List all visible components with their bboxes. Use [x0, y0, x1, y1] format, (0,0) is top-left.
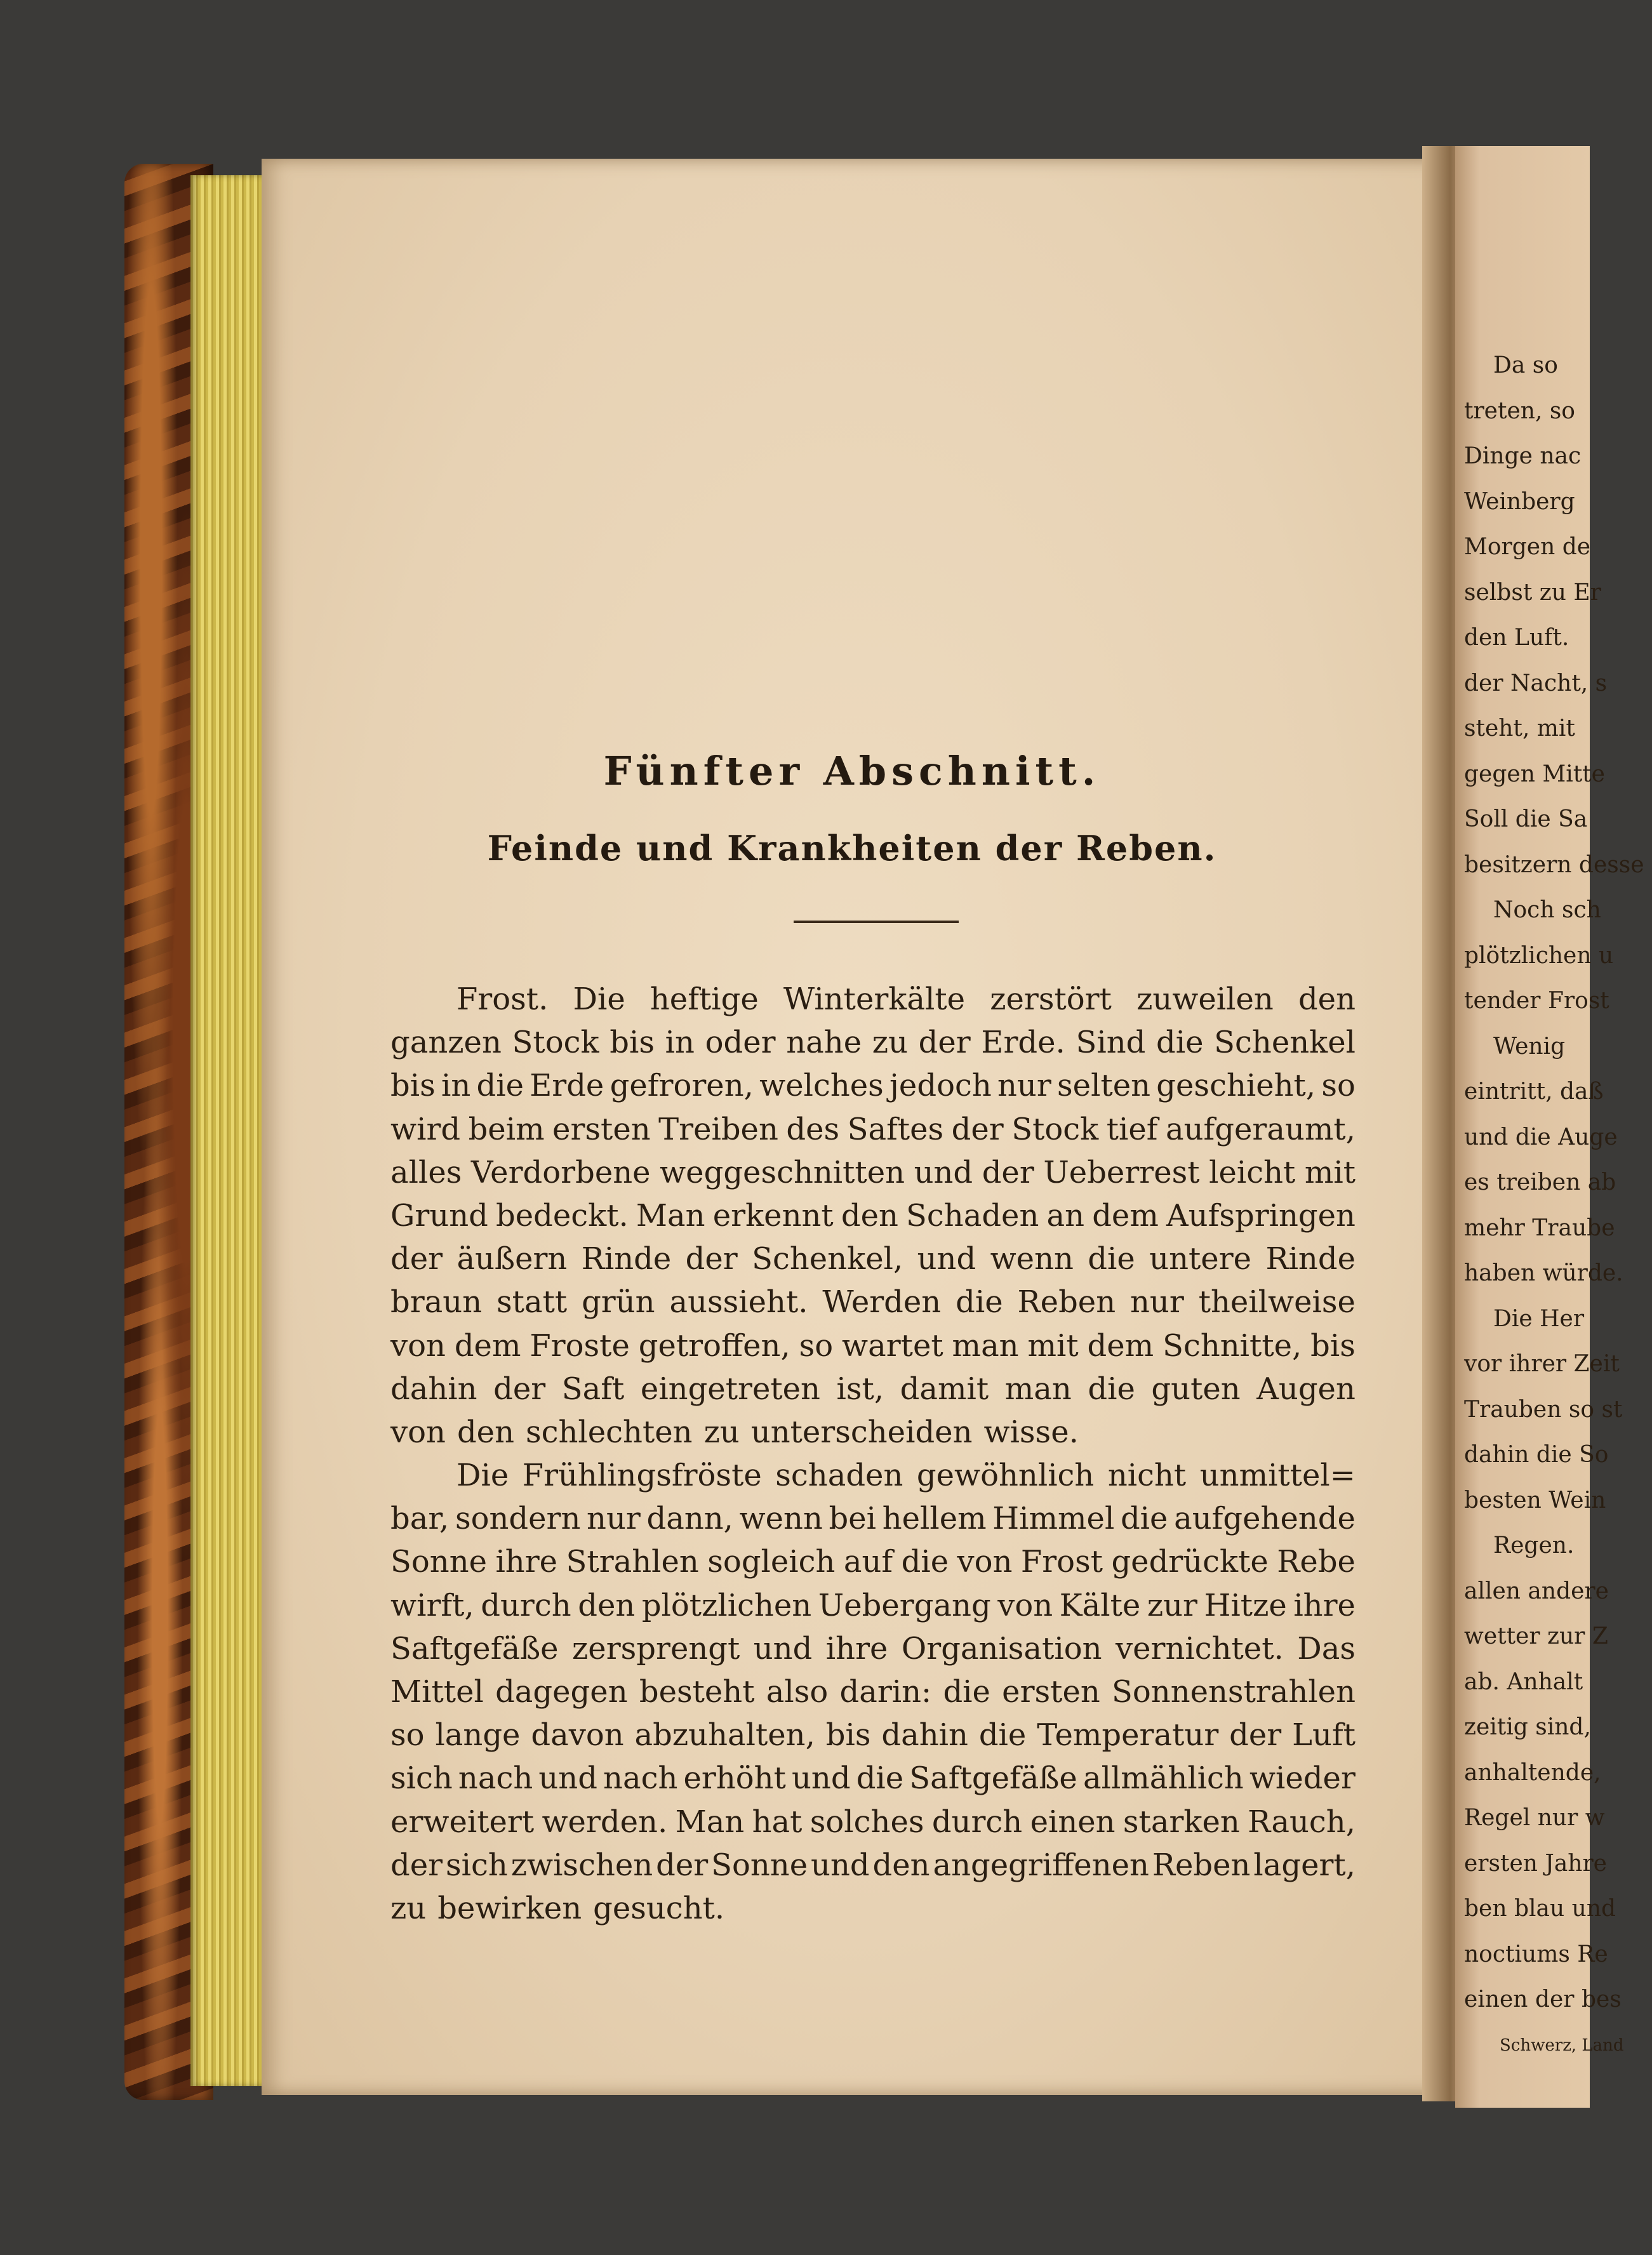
- facing-page-line: mehr Traube: [1464, 1214, 1615, 1241]
- facing-page-line: einen der bes: [1464, 1986, 1622, 2012]
- title-rule: [794, 921, 959, 923]
- facing-page-line: treten, so: [1464, 397, 1575, 424]
- facing-page-line: Morgen de: [1464, 534, 1591, 560]
- facing-page-line: steht, mit: [1464, 715, 1575, 742]
- text-line: Grund bedeckt. Man erkennt den Schaden an dem Aufspringen: [390, 1197, 1356, 1234]
- facing-page-line: Die Her: [1493, 1305, 1585, 1332]
- text-line: bis in die Erde gefroren, welches jedoch nur selten geschieht, so: [390, 1068, 1356, 1104]
- facing-page-line: zeitig sind,: [1464, 1714, 1591, 1740]
- facing-page-line: der Nacht, s: [1464, 670, 1608, 696]
- text-line: von den schlechten zu unterscheiden wisse.: [390, 1414, 1079, 1450]
- body-text: [390, 978, 1356, 1930]
- text-line: bar, sondern nur dann, wenn bei hellem Himmel die aufgehende: [390, 1501, 1356, 1537]
- facing-page-line: besitzern desse: [1464, 851, 1644, 878]
- gilt-page-edges: [190, 175, 272, 2086]
- text-line: Mittel dagegen besteht also darin: die ersten Sonnenstrahlen: [390, 1674, 1356, 1710]
- facing-page-line: Trauben so st: [1464, 1396, 1623, 1423]
- text-line: alles Verdorbene weggeschnitten und der Ueberrest leicht mit: [390, 1154, 1356, 1190]
- text-line: wird beim ersten Treiben des Saftes der Stock tief aufgeraumt,: [390, 1111, 1356, 1147]
- facing-page-line: es treiben ab: [1464, 1169, 1616, 1195]
- facing-page-line: ab. Anhalt: [1464, 1668, 1583, 1695]
- text-line: Frost. Die heftige Winterkälte zerstört zuweilen den: [456, 981, 1356, 1017]
- text-line: ganzen Stock bis in oder nahe zu der Erde. Sind die Schenkel: [390, 1025, 1356, 1061]
- facing-page-line: Regen.: [1493, 1533, 1575, 1559]
- text-line: dahin der Saft eingetreten ist, damit man die guten Augen: [390, 1371, 1356, 1407]
- text-line: zu bewirken gesucht.: [390, 1890, 725, 1926]
- text-line: braun statt grün aussieht. Werden die Reben nur theilweise: [390, 1284, 1356, 1320]
- facing-page-line: Noch sch: [1493, 897, 1601, 923]
- section-subtitle: Feinde und Krankheiten der Reben.: [487, 828, 1217, 868]
- facing-page-line: plötzlichen u: [1464, 942, 1614, 969]
- facing-page-line: selbst zu Er: [1464, 579, 1601, 606]
- facing-page-line: Schwerz, Land: [1500, 2035, 1624, 2055]
- section-title: Fünfter Abschnitt.: [603, 748, 1101, 794]
- facing-page-line: Weinberg: [1464, 488, 1575, 515]
- facing-page-line: und die Auge: [1464, 1124, 1618, 1150]
- text-line: Saftgefäße zersprengt und ihre Organisation vernichtet. Das: [390, 1630, 1356, 1666]
- facing-page-line: allen andere: [1464, 1578, 1609, 1604]
- facing-page-line: noctiums Re: [1464, 1941, 1608, 1967]
- text-line: Sonne ihre Strahlen sogleich auf die von Frost gedrückte Rebe: [390, 1544, 1356, 1580]
- facing-page-line: haben würde.: [1464, 1260, 1623, 1286]
- text-line: der äußern Rinde der Schenkel, und wenn die untere Rinde: [390, 1241, 1356, 1277]
- facing-page-line: ben blau und: [1464, 1896, 1616, 1922]
- facing-page-line: eintritt, daß: [1464, 1079, 1604, 1105]
- facing-page-line: wetter zur Z: [1464, 1623, 1608, 1649]
- facing-page-line: dahin die So: [1464, 1442, 1609, 1468]
- text-line: so lange davon abzuhalten, bis dahin die Temperatur der Luft: [390, 1717, 1356, 1753]
- facing-page-line: besten Wein: [1464, 1487, 1606, 1513]
- text-line: der sich zwischen der Sonne und den angegriffenen Reben lagert,: [390, 1847, 1356, 1883]
- facing-page-line: vor ihrer Zeit: [1464, 1351, 1620, 1377]
- facing-page-fragment: [1455, 146, 1644, 2108]
- text-line: wirft, durch den plötzlichen Uebergang von Kälte zur Hitze ihre: [390, 1587, 1356, 1623]
- facing-page-line: gegen Mitte: [1464, 761, 1605, 787]
- facing-page-line: Soll die Sa: [1464, 806, 1588, 832]
- facing-page-line: Wenig: [1493, 1033, 1566, 1060]
- facing-page-line: Dinge nac: [1464, 443, 1582, 469]
- text-line: erweitert werden. Man hat solches durch einen starken Rauch,: [390, 1804, 1356, 1840]
- facing-page-line: anhaltende,: [1464, 1759, 1601, 1786]
- facing-page-line: tender Frost: [1464, 988, 1609, 1014]
- text-line: von dem Froste getroffen, so wartet man mit dem Schnitte, bis: [390, 1327, 1356, 1364]
- text-line: sich nach und nach erhöht und die Saftgefäße allmählich wieder: [390, 1760, 1356, 1797]
- facing-page-line: den Luft.: [1464, 625, 1569, 651]
- facing-page-line: ersten Jahre: [1464, 1850, 1607, 1877]
- text-line: Die Frühlingsfröste schaden gewöhnlich nicht unmittel=: [456, 1458, 1356, 1494]
- facing-page-line: Regel nur w: [1464, 1805, 1605, 1831]
- facing-page-line: Da so: [1493, 352, 1558, 378]
